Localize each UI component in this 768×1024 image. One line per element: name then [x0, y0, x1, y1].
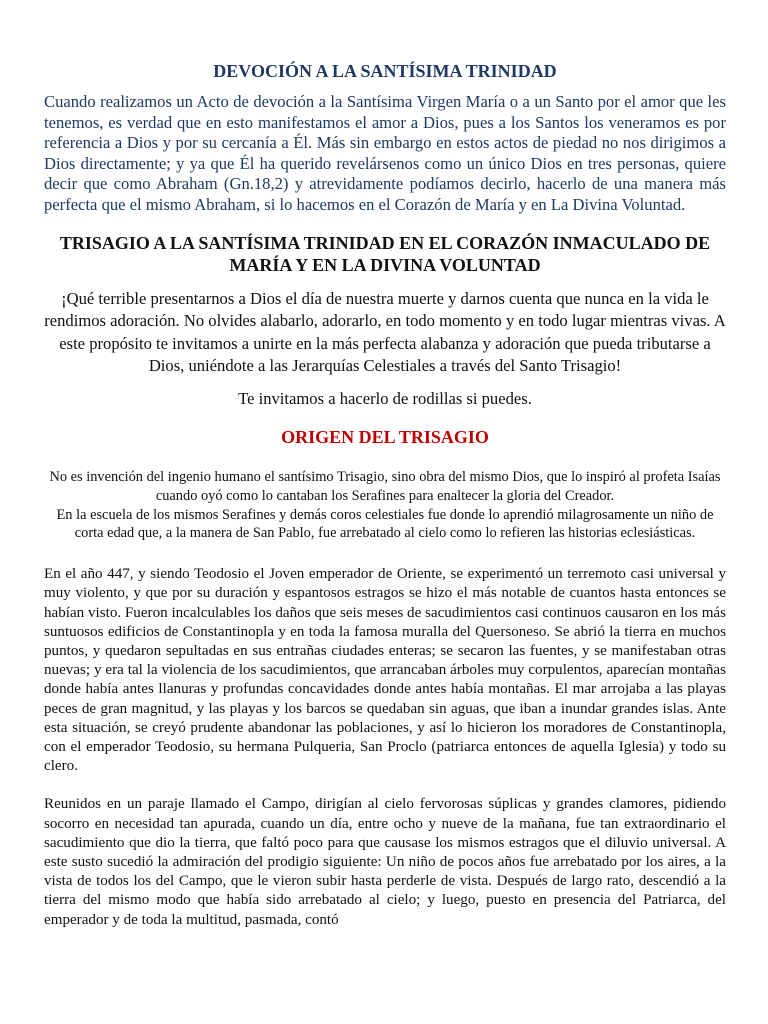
- history-paragraph-1: En el año 447, y siendo Teodosio el Joven emperador de Oriente, se experimentó un terremoto casi universal y muy violento, y que por su duración y espantosos estragos se hizo el más notable de cuantos hasta entonces se habían visto. Fueron incalculables los daños que seis meses de sacudimientos casi continuos causaron en los más suntuosos edificios de Constantinopla y en toda la famosa muralla del Quersoneso. Se abrió la tierra en muchos puntos, y quedaron sepultadas en sus entrañas ciudades enteras; se secaron las fuentes, y se manifestaban otras nuevas; y era tal la violencia de los sacudimientos, que arrancaban árboles muy corpulentos, aparecían montañas donde había antes llanuras y profundas concavidades donde antes había montañas. El mar arrojaba a las playas peces de gran magnitud, y las playas y los barcos se quedaban sin aguas, que iban a inundar grandes islas. Ante esta situación, se creyó prudente abandonar las poblaciones, y así lo hicieron los moradores de Constantinopla, con el emperador Teodosio, su hermana Pulqueria, San Proclo (patriarca entonces de aquella Iglesia) y todo su clero.: [44, 566, 727, 775]
- origin-heading: ORIGEN DEL TRISAGIO: [281, 426, 489, 447]
- trisagio-heading: TRISAGIO A LA SANTÍSIMA TRINIDAD EN EL CORAZÓN INMACULADO DE MARÍA Y EN LA DIVINA VOLUNTAD: [59, 232, 711, 275]
- page-title: DEVOCIÓN A LA SANTÍSIMA TRINIDAD: [213, 61, 557, 81]
- intro-paragraph: Cuando realizamos un Acto de devoción a la Santísima Virgen María o a un Santo por el amor que les tenemos, es verdad que en esto manifestamos el amor a Dios, pues a los Santos los veneramos es por referencia a Dios y por su cercanía a Él. Más sin embargo en estos actos de piedad no nos dirigimos a Dios directamente; y ya que Él ha querido revelársenos como un único Dios en tres personas, quiere decir que como Abraham (Gn.18,2) y atrevidamente podíamos decirlo, hacerlo de una manera más perfecta que el mismo Abraham, si lo hacemos en el Corazón de María y en La Divina Voluntad.: [44, 92, 726, 214]
- invitation-line: Te invitamos a hacerlo de rodillas si puedes.: [238, 388, 532, 408]
- history-paragraph-2: Reunidos en un paraje llamado el Campo, dirigían al cielo fervorosas súplicas y grandes clamores, pidiendo socorro en necesidad tan apurada, cuando un día, entre ocho y nueve de la mañana, fue tan extraordinario el sacudimiento que dio la tierra, que faltó poco para que causase los mismos estragos que el diluvio universal. A este susto sucedió la admiración del prodigio siguiente: Un niño de pocos años fue arrebatado por los aires, a la vista de todos los del Campo, que le vieron subir hasta perderle de vista. Después de largo rato, descendió a la tierra del mismo modo que había sido arrebatado al cielo; y luego, puesto en presencia del Patriarca, del emperador y de toda la multitud, pasmada, contó: [44, 796, 726, 928]
- origin-intro: [44, 468, 726, 543]
- origin-intro-line-2: En la escuela de los mismos Serafines y demás coros celestiales fue donde lo aprendió milagrosamente un niño de corta edad que, a la manera de San Pablo, fue arrebatado al cielo como lo refieren las historias eclesiásticas.: [56, 506, 714, 542]
- origin-intro-line-1: No es invención del ingenio humano el santísimo Trisagio, sino obra del mismo Dios, que lo inspiró al profeta Isaías cuando oyó como lo cantaban los Serafines para enaltecer la gloria del Creador.: [49, 468, 721, 504]
- exhortation-paragraph: ¡Qué terrible presentarnos a Dios el día de nuestra muerte y darnos cuenta que nunca en la vida le rendimos adoración. No olvides alabarlo, adorarlo, en todo momento y en todo lugar mientras vivas. A este propósito te invitamos a unirte en la más perfecta alabanza y adoración que pueda tributarse a Dios, uniéndote a las Jerarquías Celestiales a través del Santo Trisagio!: [44, 288, 726, 376]
